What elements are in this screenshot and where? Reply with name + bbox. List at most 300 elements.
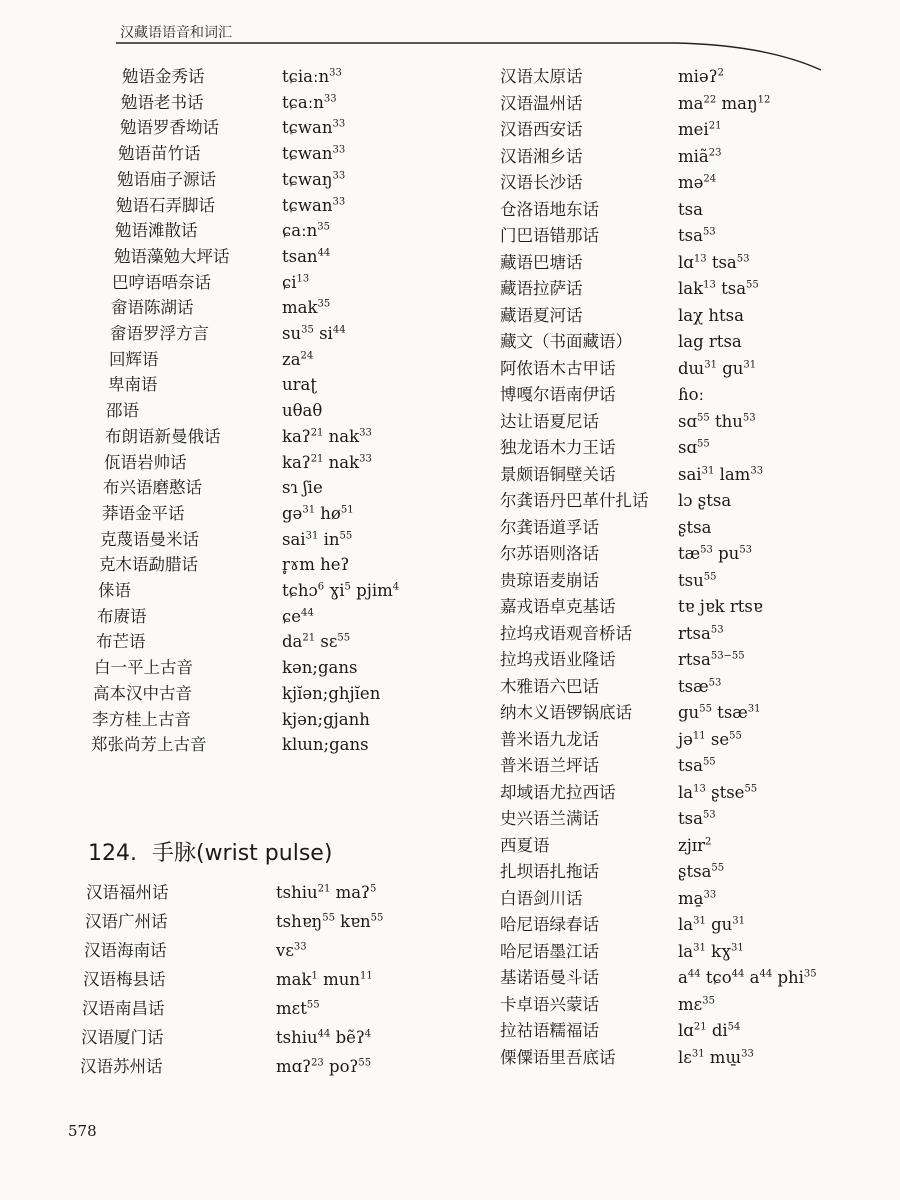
tone-mark: 53 <box>702 809 716 821</box>
language-name: 汉语长沙话 <box>500 173 583 192</box>
tone-mark: 31 <box>731 942 744 953</box>
tone-mark: 55 <box>306 999 320 1011</box>
phonetic-form: mɛt$^{55}$ <box>276 999 320 1018</box>
tone-mark: 53 <box>739 544 753 556</box>
language-name: 勉语老书话 <box>121 92 204 112</box>
phonetic-form: tɕiaːn$^{33}$ <box>282 67 342 86</box>
tone-mark: 21 <box>310 453 324 464</box>
phonetic-form: lag rtsa <box>678 332 742 351</box>
entry-row <box>496 488 886 514</box>
language-name: 布赓语 <box>97 606 147 626</box>
tone-mark: 44 <box>687 968 701 980</box>
tone-mark: 31 <box>743 359 757 370</box>
entry-row <box>496 64 886 90</box>
phonetic-form: lɔ ʂtsa <box>678 491 732 510</box>
language-name: 李方桂上古音 <box>92 709 191 729</box>
tone-mark: 33 <box>359 453 372 464</box>
entry-row <box>72 707 492 733</box>
phonetic-form: klɯn;gans <box>282 735 369 755</box>
tone-mark: 31 <box>732 915 746 927</box>
phonetic-form: zjɪr$^2$ <box>678 835 712 855</box>
tone-mark: 2 <box>717 67 724 79</box>
language-name: 藏语夏河话 <box>500 305 583 325</box>
tone-mark: 53−55 <box>710 650 745 662</box>
entry-row <box>496 1045 886 1071</box>
entry-row <box>72 372 492 398</box>
phonetic-form: mei$^{21}$ <box>678 120 722 139</box>
entry-row <box>496 1018 886 1044</box>
phonetic-form: sɑ$^{55}$ thu$^{53}$ <box>678 411 756 431</box>
entry-row <box>72 218 492 244</box>
phonetic-form: sɿ ʃie <box>282 478 323 498</box>
entry-row <box>72 552 492 578</box>
tone-mark: 53 <box>710 624 724 635</box>
phonetic-form: miəʔ$^2$ <box>678 67 724 86</box>
language-name: 却域语尤拉西话 <box>500 782 616 802</box>
tone-mark: 12 <box>757 94 771 105</box>
phonetic-form: uraʈ <box>282 375 317 395</box>
phonetic-form: tsa$^{55}$ <box>678 756 716 775</box>
phonetic-form: tɕwan$^{33}$ <box>282 118 346 138</box>
phonetic-form: ɕi$^{13}$ <box>282 272 310 292</box>
page-number: 578 <box>68 1122 97 1140</box>
language-name: 拉坞戎语业隆话 <box>500 650 616 669</box>
tone-mark: 44 <box>317 1028 331 1040</box>
tone-mark: 13 <box>693 253 707 264</box>
language-name: 汉语海南话 <box>84 941 167 960</box>
tone-mark: 55 <box>746 279 759 291</box>
language-name: 哈尼语墨江话 <box>500 941 599 961</box>
section-heading <box>88 836 332 867</box>
language-name: 嘉戎语卓克基话 <box>500 597 616 616</box>
entry-row <box>72 604 492 630</box>
phonetic-form: kjĭən;ghjĭen <box>282 683 381 703</box>
language-name: 高本汉中古音 <box>93 683 192 703</box>
language-name: 邵语 <box>106 401 139 421</box>
entry-row <box>72 1054 492 1080</box>
language-name: 普米语九龙话 <box>500 729 599 749</box>
phonetic-form: lɛ$^{31}$ mɯ̱$^{33}$ <box>678 1047 754 1067</box>
tone-mark: 53 <box>742 412 756 423</box>
tone-mark: 51 <box>340 504 354 516</box>
tone-mark: 53 <box>702 226 716 238</box>
phonetic-form: $la^{13}$ ʂtse$^{55}$ <box>678 782 758 802</box>
phonetic-form: mak$^{35}$ <box>282 298 331 318</box>
entry-row <box>72 1025 492 1051</box>
language-name: 木雅语六巴话 <box>500 676 599 696</box>
tone-mark: 2 <box>704 836 712 847</box>
language-name: 尔龚语丹巴革什扎话 <box>500 491 649 510</box>
phonetic-form: sai$^{31}$ lam$^{33}$ <box>678 464 764 484</box>
language-name: 汉语苏州话 <box>80 1057 163 1076</box>
tone-mark: 55 <box>729 730 742 741</box>
language-name: 勉语金秀话 <box>122 67 205 86</box>
language-name: 白语剑川话 <box>500 888 583 908</box>
phonetic-form: lak$^{13}$ tsa$^{55}$ <box>678 279 759 298</box>
entry-row <box>496 700 886 726</box>
tone-mark: 33 <box>332 144 346 156</box>
entry-row <box>496 170 886 196</box>
phonetic-form: kən;gans <box>282 658 358 678</box>
language-name: 卡卓语兴蒙话 <box>500 994 599 1014</box>
language-name: 勉语滩散话 <box>115 221 198 241</box>
phonetic-form: tsa <box>678 199 703 219</box>
entry-row <box>496 965 886 991</box>
entry-row <box>496 329 886 355</box>
phonetic-form: mɑʔ$^{23}$ poʔ$^{55}$ <box>276 1057 372 1076</box>
tone-mark: 55 <box>711 862 725 874</box>
entry-row <box>496 117 886 143</box>
phonetic-form: vɛ$^{33}$ <box>276 941 307 960</box>
tone-mark: 11 <box>692 730 706 741</box>
tone-mark: 33 <box>332 196 346 207</box>
tone-mark: 31 <box>701 465 715 476</box>
tone-mark: 31 <box>691 1048 705 1059</box>
running-head: 汉藏语语音和词汇 <box>120 25 232 41</box>
phonetic-form: tɕwan$^{33}$ <box>282 144 346 164</box>
tone-mark: 55 <box>370 912 384 924</box>
language-name: 汉语温州话 <box>500 93 583 113</box>
language-name: 郑张尚芳上古音 <box>91 735 207 755</box>
entry-row <box>72 938 492 964</box>
language-name: 克蔑语曼米话 <box>100 529 199 549</box>
entry-row <box>496 674 886 700</box>
language-name: 勉语石弄脚话 <box>116 195 215 215</box>
language-name: 西夏语 <box>500 835 550 855</box>
phonetic-form: tshiu$^{21}$ maʔ$^5$ <box>276 883 377 902</box>
phonetic-form: $a^{44}$ tɕo$^{44}$ $a^{44}$ phi$^{35}$ <box>678 968 817 987</box>
tone-mark: 13 <box>703 279 716 291</box>
entry-row <box>72 655 492 681</box>
entry-row <box>496 859 886 885</box>
tone-mark: 5 <box>369 883 377 895</box>
language-name: 景颇语铜壁关话 <box>500 464 616 484</box>
entry-row <box>72 732 492 758</box>
entry-row <box>496 753 886 779</box>
tone-mark: 35 <box>317 298 331 310</box>
tone-mark: 35 <box>317 221 330 233</box>
entry-row <box>496 303 886 329</box>
tone-mark: 55 <box>339 530 353 542</box>
tone-mark: 31 <box>693 915 706 927</box>
tone-mark: 53 <box>736 253 750 264</box>
phonetic-form: $la^{31}$ kɣ$^{31}$ <box>678 941 744 961</box>
language-name: 布朗语新曼俄话 <box>105 426 221 446</box>
tone-mark: 6 <box>317 581 325 593</box>
phonetic-form: tsu$^{55}$ <box>678 570 717 590</box>
phonetic-form: tsan$^{44}$ <box>282 246 331 266</box>
phonetic-form: rtsa$^{53-55}$ <box>678 650 745 669</box>
phonetic-form: $za^{24}$ <box>282 349 314 369</box>
tone-mark: 55 <box>744 783 758 794</box>
entry-row <box>72 270 492 296</box>
language-name: 畲语罗浮方言 <box>110 324 209 343</box>
entry-row <box>72 64 492 90</box>
tone-mark: 23 <box>311 1057 324 1069</box>
entry-row <box>72 475 492 501</box>
phonetic-form: $da^{21}$ sɛ$^{55}$ <box>282 632 351 652</box>
entry-row <box>72 398 492 424</box>
phonetic-form: mə$^{24}$ <box>678 173 717 192</box>
language-name: 布兴语磨憨话 <box>103 478 202 498</box>
entry-row <box>496 409 886 435</box>
entry-row <box>72 450 492 476</box>
language-name: 藏语巴塘话 <box>500 252 583 272</box>
language-name: 拉坞戎语观音桥话 <box>500 623 632 643</box>
entry-row <box>496 780 886 806</box>
tone-mark: 33 <box>750 465 764 476</box>
language-name: 畲语陈湖话 <box>111 298 194 318</box>
phonetic-form: tshiu$^{44}$ bẽʔ$^4$ <box>276 1028 372 1047</box>
tone-mark: 55 <box>702 756 716 768</box>
entry-row <box>72 193 492 219</box>
entry-row <box>72 967 492 993</box>
language-name: 尔龚语道孚话 <box>500 517 599 537</box>
tone-mark: 55 <box>358 1057 372 1069</box>
tone-mark: 55 <box>697 412 710 423</box>
language-name: 史兴语兰满话 <box>500 809 599 828</box>
entry-row <box>496 356 886 382</box>
tone-mark: 35 <box>803 968 817 980</box>
phonetic-form: kaʔ$^{21}$ nak$^{33}$ <box>282 426 372 446</box>
entry-row <box>496 91 886 117</box>
phonetic-form: $su^{35}$ $si^{44}$ <box>282 324 346 343</box>
entry-row <box>496 727 886 753</box>
phonetic-form: sɑ$^{55}$ <box>678 438 710 457</box>
language-name: 白一平上古音 <box>94 658 193 678</box>
phonetic-form: ɦoː <box>678 385 705 404</box>
tone-mark: 55 <box>697 438 710 450</box>
language-name: 汉语福州话 <box>86 883 169 902</box>
phonetic-form: kaʔ$^{21}$ nak$^{33}$ <box>282 452 372 472</box>
language-name: 布芒语 <box>96 632 146 652</box>
language-name: 勉语藻勉大坪话 <box>114 246 230 266</box>
phonetic-form: ɕaːn$^{35}$ <box>282 221 330 241</box>
phonetic-form: ma̱$^{33}$ <box>678 888 717 908</box>
tone-mark: 4 <box>364 1028 372 1040</box>
language-name: 拉祜语糯福话 <box>500 1021 599 1040</box>
language-name: 仓洛语地东话 <box>500 199 599 219</box>
tone-mark: 21 <box>693 1021 707 1033</box>
language-name: 藏语拉萨话 <box>500 279 583 298</box>
entry-row <box>72 681 492 707</box>
tone-mark: 31 <box>302 504 316 516</box>
tone-mark: 44 <box>301 607 314 619</box>
tone-mark: 5 <box>344 581 351 593</box>
entry-row <box>496 223 886 249</box>
entry-row <box>496 515 886 541</box>
tone-mark: 55 <box>322 912 335 924</box>
tone-mark: 44 <box>332 324 346 336</box>
language-name: 纳木义语锣锅底话 <box>500 703 632 722</box>
tone-mark: 21 <box>317 883 331 895</box>
phonetic-form: miã$^{23}$ <box>678 146 722 166</box>
tone-mark: 33 <box>359 427 372 439</box>
tone-mark: 21 <box>310 427 324 439</box>
phonetic-form: ʂtsa$^{55}$ <box>678 862 725 881</box>
entry-row <box>72 501 492 527</box>
entry-row <box>72 115 492 141</box>
phonetic-form: mɛ$^{35}$ <box>678 994 715 1014</box>
section-number: 124. <box>88 841 137 866</box>
phonetic-form: tsæ$^{53}$ <box>678 676 722 696</box>
entry-row <box>496 144 886 170</box>
language-name: 博嘎尔语南伊话 <box>500 385 616 404</box>
entry-row <box>72 880 492 906</box>
entry-row <box>72 244 492 270</box>
entry-row <box>496 912 886 938</box>
phonetic-form: jə$^{11}$ $se^{55}$ <box>678 729 742 749</box>
language-name: 勉语庙子源话 <box>117 169 216 189</box>
language-name: 尔苏语则洛话 <box>500 544 599 563</box>
language-name: 回辉语 <box>109 349 159 369</box>
phonetic-form: tsa$^{53}$ <box>678 226 716 245</box>
entry-row <box>72 295 492 321</box>
tone-mark: 44 <box>317 247 331 259</box>
tone-mark: 1 <box>311 970 318 982</box>
phonetic-form: sai$^{31}$ $in^{55}$ <box>282 529 353 549</box>
tone-mark: 24 <box>703 173 717 185</box>
phonetic-form: dɯ$^{31}$ $gu^{31}$ <box>678 358 757 378</box>
phonetic-form: tshɐŋ$^{55}$ kɐn$^{55}$ <box>276 912 384 931</box>
phonetic-form: tɕwaŋ$^{33}$ <box>282 169 346 189</box>
entry-row <box>496 541 886 567</box>
language-name: 汉语广州话 <box>85 912 168 931</box>
entry-row <box>72 424 492 450</box>
phonetic-form: laχ htsa <box>678 305 744 325</box>
language-name: 藏文（书面藏语） <box>500 332 632 351</box>
phonetic-form: tsa$^{53}$ <box>678 809 716 828</box>
tone-mark: 35 <box>702 995 715 1006</box>
tone-mark: 22 <box>703 94 717 105</box>
language-name: 扎坝语扎拖话 <box>500 862 599 881</box>
phonetic-form: tɕaːn$^{33}$ <box>282 92 337 112</box>
section-title: 手脉(wrist pulse) <box>151 841 333 866</box>
entry-row <box>496 886 886 912</box>
tone-mark: 4 <box>392 581 400 593</box>
tone-mark: 55 <box>699 703 712 715</box>
tone-mark: 33 <box>741 1048 754 1059</box>
entry-row <box>72 527 492 553</box>
tone-mark: 33 <box>329 67 342 79</box>
entry-row <box>72 347 492 373</box>
phonetic-form: ʂtsa <box>678 517 712 537</box>
language-name: 佤语岩帅话 <box>104 452 187 472</box>
phonetic-form: kjən;gjanh <box>282 709 370 729</box>
tone-mark: 31 <box>693 942 706 953</box>
phonetic-form: tɐ jɐk rtsɐ <box>678 597 763 616</box>
language-name: 汉语西安话 <box>500 120 583 139</box>
entry-row <box>496 939 886 965</box>
language-name: 普米语兰坪话 <box>500 756 599 775</box>
language-name: 阿侬语木古甲话 <box>500 358 616 378</box>
phonetic-form: tɕhɔ$^6$ ɣi$^5$ pjim$^4$ <box>282 581 400 600</box>
tone-mark: 24 <box>300 350 314 362</box>
entry-row <box>72 629 492 655</box>
phonetic-form: lɑ$^{13}$ tsa$^{53}$ <box>678 252 750 272</box>
entry-row <box>496 568 886 594</box>
tone-mark: 54 <box>727 1021 741 1033</box>
entry-row <box>72 909 492 935</box>
tone-mark: 33 <box>703 889 717 900</box>
tone-mark: 33 <box>332 170 346 182</box>
entry-row <box>496 833 886 859</box>
language-name: 汉语厦门话 <box>81 1028 164 1047</box>
entry-row <box>72 578 492 604</box>
tone-mark: 33 <box>293 941 307 953</box>
language-name: 门巴语错那话 <box>500 226 599 245</box>
language-name: 汉语湘乡话 <box>500 146 583 166</box>
entry-row <box>496 197 886 223</box>
phonetic-form: $la^{31}$ $gu^{31}$ <box>678 915 746 934</box>
phonetic-form: $gu^{55}$ tsæ$^{31}$ <box>678 703 761 722</box>
tone-mark: 23 <box>708 147 722 158</box>
entry-row <box>72 90 492 116</box>
entry-row <box>496 647 886 673</box>
language-name: 基诺语曼斗话 <box>500 968 599 987</box>
entry-row <box>496 250 886 276</box>
language-name: 贵琼语麦崩话 <box>500 570 599 590</box>
language-name: 卑南语 <box>108 375 158 395</box>
language-name: 汉语太原话 <box>500 67 583 86</box>
language-name: 巴哼语唔奈话 <box>112 272 211 292</box>
language-name: 俫语 <box>98 581 131 600</box>
language-name: 莽语金平话 <box>102 503 185 523</box>
language-name: 哈尼语绿春话 <box>500 915 599 934</box>
phonetic-form: $tæ^{53}$ $pu^{53}$ <box>678 544 753 563</box>
tone-mark: 21 <box>708 120 722 132</box>
phonetic-form: ɕe$^{44}$ <box>282 606 314 626</box>
language-name: 勉语苗竹话 <box>118 144 201 164</box>
language-name: 达让语夏尼话 <box>500 411 599 431</box>
tone-mark: 31 <box>747 703 761 715</box>
language-name: 汉语梅县话 <box>83 970 166 989</box>
entry-row <box>72 996 492 1022</box>
tone-mark: 21 <box>302 632 316 644</box>
entry-row <box>496 806 886 832</box>
tone-mark: 31 <box>704 359 717 370</box>
tone-mark: 35 <box>301 324 314 336</box>
entry-row <box>496 621 886 647</box>
tone-mark: 55 <box>337 632 351 644</box>
tone-mark: 13 <box>296 273 310 285</box>
phonetic-form: uθaθ <box>282 401 323 421</box>
phonetic-form: lɑ$^{21}$ $di^{54}$ <box>678 1021 741 1040</box>
tone-mark: 33 <box>323 93 337 105</box>
entry-row <box>496 462 886 488</box>
tone-mark: 44 <box>731 968 745 980</box>
language-name: 勉语罗香坳话 <box>120 118 219 138</box>
tone-mark: 33 <box>332 118 346 130</box>
entry-row <box>496 992 886 1018</box>
entry-row <box>496 594 886 620</box>
language-name: 傈僳语里吾底话 <box>500 1047 616 1067</box>
entry-row <box>496 435 886 461</box>
tone-mark: 11 <box>360 970 373 982</box>
phonetic-form: tɕwan$^{33}$ <box>282 195 346 215</box>
entry-row <box>72 167 492 193</box>
tone-mark: 31 <box>305 530 319 542</box>
tone-mark: 53 <box>708 677 722 688</box>
phonetic-form: gə$^{31}$ $hø^{51}$ <box>282 503 354 523</box>
entry-row <box>72 321 492 347</box>
tone-mark: 53 <box>700 544 713 556</box>
phonetic-form: $ma^{22}$ maŋ$^{12}$ <box>678 93 771 113</box>
entry-row <box>72 141 492 167</box>
tone-mark: 44 <box>759 968 773 980</box>
phonetic-form: r̥ɤm heʔ <box>282 555 350 575</box>
phonetic-form: mak$^1$ mun$^{11}$ <box>276 970 373 989</box>
